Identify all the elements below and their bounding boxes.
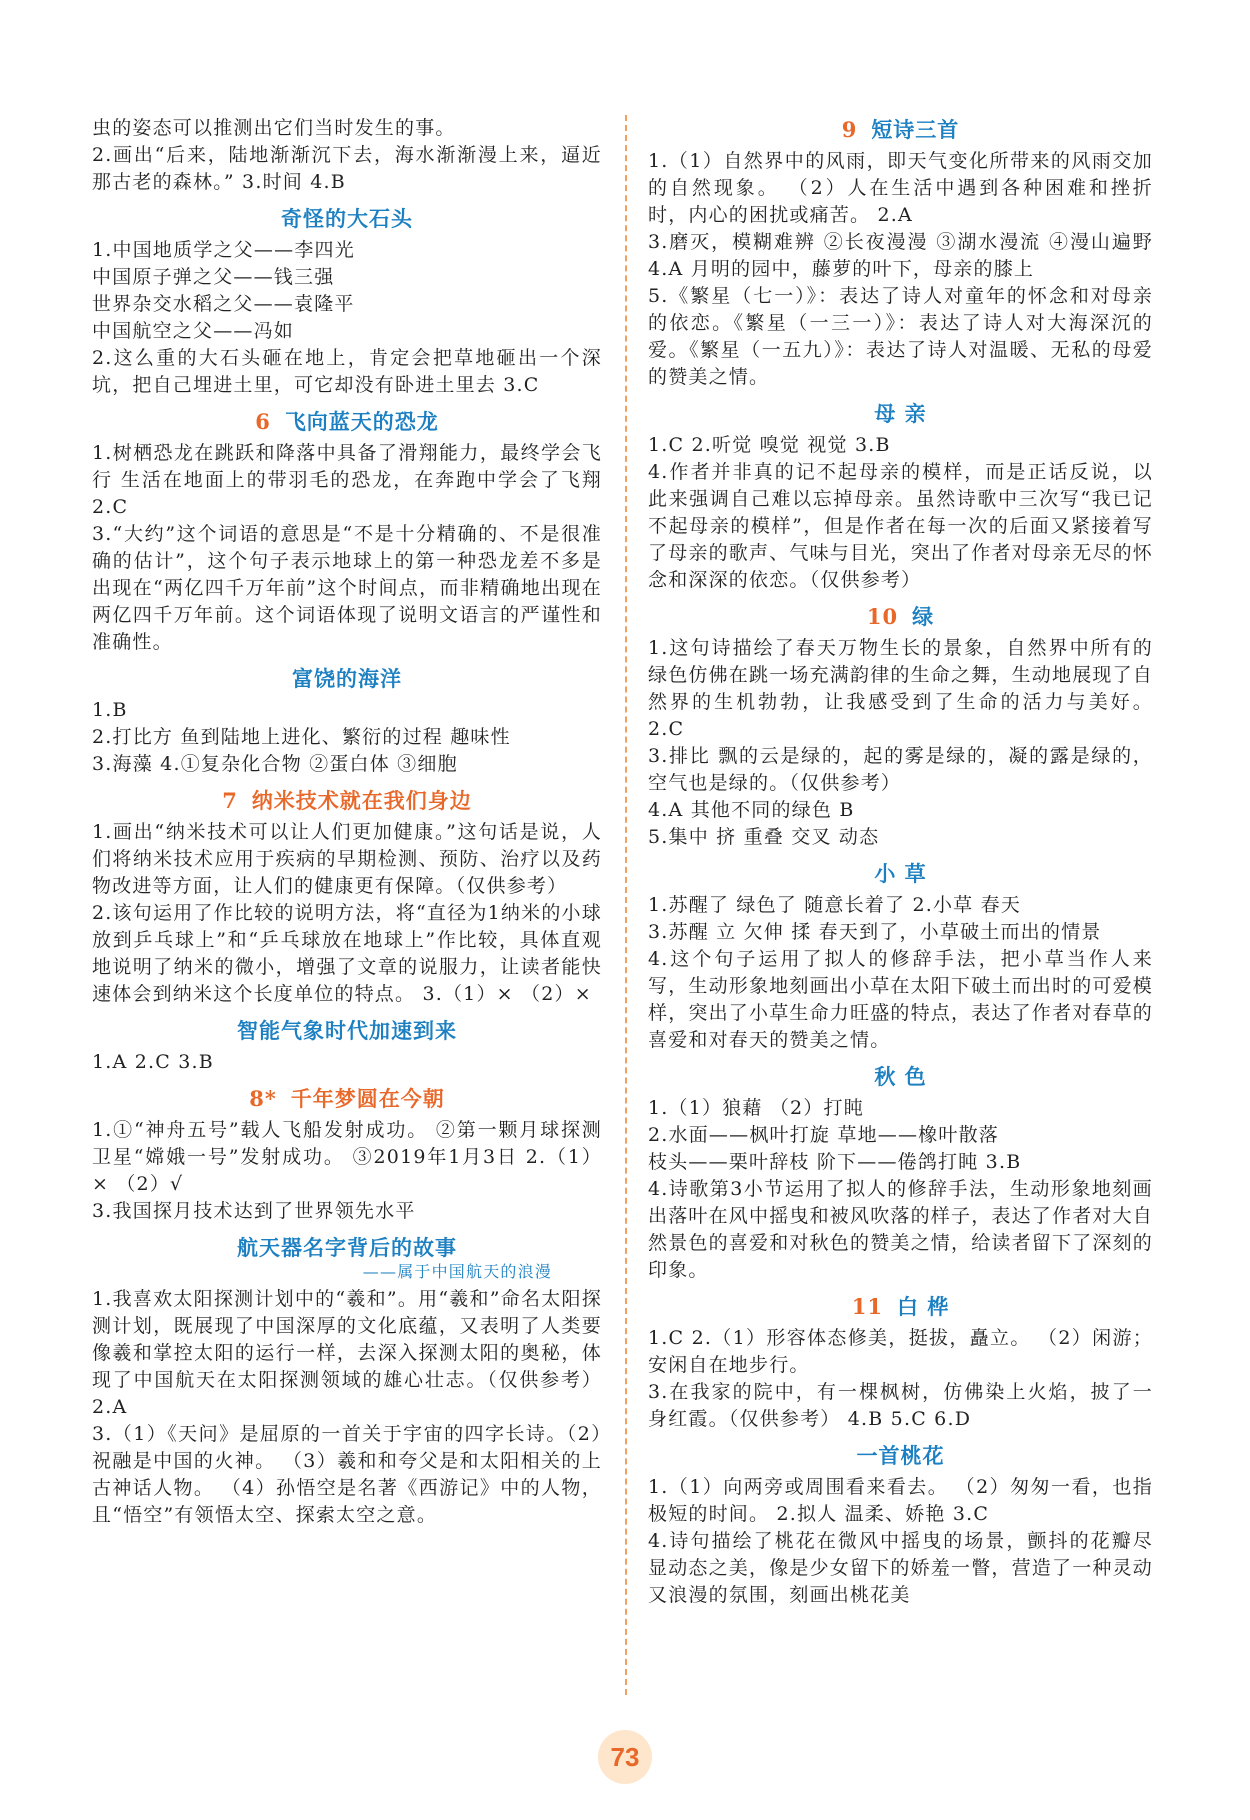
answer-paragraph: 1.中国地质学之父——李四光 xyxy=(92,239,355,261)
answer-paragraph: 3.（1）《天问》是屈原的一首关于宇宙的四字长诗。（2）祝融是中国的火神。 （3）羲和和夸父是和太阳相关的上古神话人物。 （4）孙悟空是名著《西游记》中的人物，且“悟空”有领悟太空、探索太空之意。 xyxy=(92,1423,602,1526)
section-title-text: 白 桦 xyxy=(896,1294,950,1319)
answer-paragraph: 3.排比 飘的云是绿的，起的雾是绿的，凝的露是绿的，空气也是绿的。（仅供参考） xyxy=(648,745,1153,794)
answer-paragraph: 4.A 其他不同的绿色 B xyxy=(648,799,855,821)
answer-paragraph: 1.A 2.C 3.B xyxy=(92,1051,214,1073)
answer-paragraph: 1.（1）自然界中的风雨，即天气变化所带来的风雨交加的自然现象。 （2）人在生活中遇到各种困难和挫折时，内心的困扰或痛苦。 2.A xyxy=(648,150,1153,226)
answer-paragraph: 5.《繁星（七一）》：表达了诗人对童年的怀念和对母亲的依恋。《繁星（一三一）》：表达了诗人对大海深沉的爱。《繁星（一五九）》：表达了诗人对温暖、无私的母爱的赞美之情。 xyxy=(648,285,1153,388)
section-title xyxy=(92,204,602,234)
answer-paragraph: 4.诗句描绘了桃花在微风中摇曳的场景，颤抖的花瓣尽显动态之美，像是少女留下的娇羞一瞥，营造了一种灵动又浪漫的氛围，刻画出桃花美 xyxy=(648,1530,1154,1606)
section-title-text: 纳米技术就在我们身边 xyxy=(251,788,472,813)
answer-paragraph: 4.这个句子运用了拟人的修辞手法，把小草当作人来写，生动形象地刻画出小草在太阳下破土而出时的可爱模样，突出了小草生命力旺盛的特点，表达了作者对春草的喜爱和对春天的赞美之情。 xyxy=(648,948,1154,1051)
answer-paragraph: 2.画出“后来，陆地渐渐沉下去，海水渐渐漫上来，逼近那古老的森林。” 3.时间 4.B xyxy=(92,144,602,193)
answer-paragraph: 3.磨灭，模糊难辨 ②长夜漫漫 ③湖水漫流 ④漫山遍野 4.A 月明的园中，藤萝的叶下，母亲的膝上 xyxy=(648,231,1153,280)
answer-paragraph: 虫的姿态可以推测出它们当时发生的事。 xyxy=(92,117,456,139)
section-title-text: 绿 xyxy=(912,604,935,629)
section-subtitle: ——属于中国航天的浪漫 xyxy=(362,1262,552,1281)
answer-paragraph: 4.作者并非真的记不起母亲的模样，而是正话反说，以此来强调自己难以忘掉母亲。虽然诗歌中三次写“我已记不起母亲的模样”，但是作者在每一次的后面又紧接着写了母亲的歌声、气味与目光，突出了作者对母亲无尽的怀念和深深的依恋。（仅供参考） xyxy=(648,461,1154,591)
section-title-text: 奇怪的大石头 xyxy=(281,206,413,231)
answer-paragraph: 1.①“神舟五号”载人飞船发射成功。 ②第一颗月球探测卫星“嫦娥一号”发射成功。 ③2019年1月3日 2.（1）× （2）√ xyxy=(92,1119,602,1195)
answer-paragraph: 2.水面——枫叶打旋 草地——橡叶散落 xyxy=(648,1124,999,1146)
section-title-text: 母 亲 xyxy=(874,401,927,426)
section-title xyxy=(648,1062,1153,1092)
section-number: 6 xyxy=(255,409,271,434)
answer-paragraph: 1.我喜欢太阳探测计划中的“羲和”。用“羲和”命名太阳探测计划，既展现了中国深厚的文化底蕴，又表明了人类要像羲和掌控太阳的运行一样，去深入探测太阳的奥秘，体现了中国航天在太阳探测领域的雄心壮志。（仅供参考） 2.A xyxy=(92,1288,602,1418)
section-title xyxy=(648,859,1153,889)
section-title-text: 富饶的海洋 xyxy=(292,666,402,691)
answer-paragraph: 3.苏醒 立 欠伸 揉 春天到了，小草破土而出的情景 xyxy=(648,921,1102,943)
answer-paragraph: 1.树栖恐龙在跳跃和降落中具备了滑翔能力，最终学会飞行 生活在地面上的带羽毛的恐龙，在奔跑中学会了飞翔 2.C xyxy=(92,442,602,518)
page-number: 73 xyxy=(598,1730,652,1784)
answer-paragraph: 1.苏醒了 绿色了 随意长着了 2.小草 春天 xyxy=(648,894,1022,916)
answer-paragraph: 5.集中 挤 重叠 交叉 动态 xyxy=(648,826,880,848)
left-column xyxy=(92,115,602,1529)
answer-paragraph: 3.在我家的院中，有一棵枫树，仿佛染上火焰，披了一身红霞。（仅供参考） 4.B 5.C 6.D xyxy=(648,1381,1153,1430)
right-column xyxy=(648,115,1153,1609)
section-title xyxy=(92,1084,602,1114)
section-title xyxy=(92,1233,602,1263)
answer-paragraph: 2.该句运用了作比较的说明方法，将“直径为1纳米的小球放到乒乓球上”和“乒乓球放在地球上”作比较，具体直观地说明了纳米的微小，增强了文章的说服力，让读者能快速体会到纳米这个长度单位的特点。 3.（1）× （2）× xyxy=(92,902,602,1005)
section-title xyxy=(92,664,602,694)
answer-paragraph: 3.“大约”这个词语的意思是“不是十分精确的、不是很准确的估计”，这个句子表示地球上的第一种恐龙差不多是出现在“两亿四千万年前”这个时间点，而非精确地出现在两亿四千万年前。这个词语体现了说明文语言的严谨性和准确性。 xyxy=(92,523,602,653)
section-title xyxy=(92,1016,602,1046)
section-title xyxy=(648,1441,1153,1471)
section-title-text: 千年梦圆在今朝 xyxy=(290,1086,445,1111)
answer-paragraph: 世界杂交水稻之父——袁隆平 xyxy=(92,293,355,315)
section-number: 9 xyxy=(841,117,858,142)
answer-paragraph: 3.海藻 4.①复杂化合物 ②蛋白体 ③细胞 xyxy=(92,753,458,775)
answer-paragraph: 1.（1）向两旁或周围看来看去。 （2）匆匆一看，也指极短的时间。 2.拟人 温柔、娇艳 3.C xyxy=(648,1476,1153,1525)
answer-paragraph: 1.这句诗描绘了春天万物生长的景象，自然界中所有的绿色仿佛在跳一场充满韵律的生命之舞，生动地展现了自然界的生机勃勃，让我感受到了生命的活力与美好。 2.C xyxy=(648,637,1154,740)
section-number: 11 xyxy=(851,1294,883,1319)
answer-paragraph: 1.（1）狼藉 （2）打盹 xyxy=(648,1097,864,1119)
answer-paragraph: 枝头——栗叶辞枝 阶下——倦鸽打盹 3.B xyxy=(648,1151,1022,1173)
answer-paragraph: 2.这么重的大石头砸在地上，肯定会把草地砸出一个深坑，把自己埋进土里，可它却没有卧进土里去 3.C xyxy=(92,347,602,396)
answer-paragraph: 1.B xyxy=(92,699,128,721)
section-number: 10 xyxy=(866,604,899,629)
section-title xyxy=(648,1292,1153,1322)
answer-paragraph: 1.C 2.听觉 嗅觉 视觉 3.B xyxy=(648,434,891,456)
section-title-text: 一首桃花 xyxy=(856,1443,945,1468)
answer-paragraph: 1.画出“纳米技术可以让人们更加健康。”这句话是说，人们将纳米技术应用于疾病的早期检测、预防、治疗以及药物改进等方面，让人们的健康更有保障。（仅供参考） xyxy=(92,821,602,897)
section-title xyxy=(92,786,602,816)
section-title-text: 小 草 xyxy=(874,861,927,886)
answer-paragraph: 中国原子弹之父——钱三强 xyxy=(92,266,335,288)
section-title xyxy=(648,602,1153,632)
column-divider xyxy=(625,115,627,1695)
section-title-text: 飞向蓝天的恐龙 xyxy=(284,409,439,434)
answer-paragraph: 中国航空之父——冯如 xyxy=(92,320,295,342)
section-title-text: 航天器名字背后的故事 xyxy=(237,1235,457,1260)
answer-paragraph: 1.C 2.（1）形容体态修美，挺拔，矗立。 （2）闲游；安闲自在地步行。 xyxy=(648,1327,1153,1376)
section-title-text: 短诗三首 xyxy=(871,117,960,142)
answer-paragraph: 4.诗歌第3小节运用了拟人的修辞手法，生动形象地刻画出落叶在风中摇曳和被风吹落的样子，表达了作者对大自然景色的喜爱和对秋色的赞美之情，给读者留下了深刻的印象。 xyxy=(648,1178,1154,1281)
section-title xyxy=(92,407,602,437)
answer-paragraph: 2.打比方 鱼到陆地上进化、繁衍的过程 趣味性 xyxy=(92,726,511,748)
section-title-text: 秋 色 xyxy=(874,1064,927,1089)
answer-paragraph: 3.我国探月技术达到了世界领先水平 xyxy=(92,1200,416,1222)
section-title xyxy=(648,399,1153,429)
section-title-text: 智能气象时代加速到来 xyxy=(237,1018,457,1043)
section-number: 7 xyxy=(222,788,238,813)
section-title xyxy=(648,115,1153,145)
section-number: 8* xyxy=(249,1086,277,1111)
